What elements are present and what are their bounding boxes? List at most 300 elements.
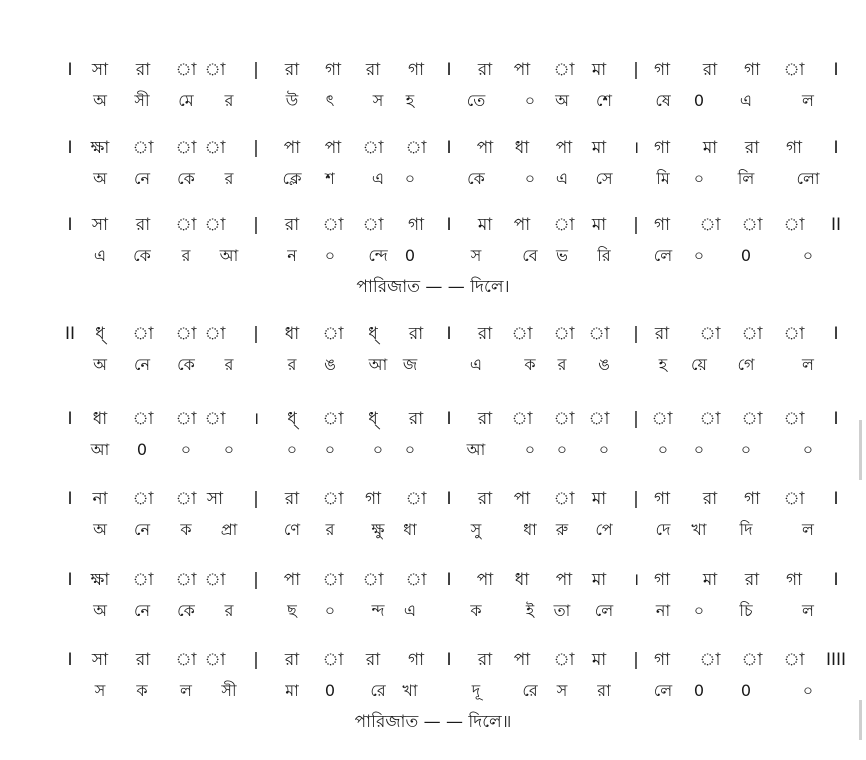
lyric-syllable: 0 (693, 681, 705, 700)
swara-row (0, 565, 866, 595)
refrain-line: পারিজাত — — দিলে॥ (354, 712, 512, 732)
lyric-syllable: 0 (404, 246, 416, 265)
swara-note: গা (653, 215, 671, 235)
swara-note: া (322, 650, 344, 670)
swara-note: সা (91, 650, 109, 670)
bar-line: | (633, 324, 639, 344)
lyric-syllable: ন্দে (368, 246, 388, 265)
bar-line: I (833, 324, 839, 344)
swara-note: া (699, 215, 721, 235)
lyric-row (0, 515, 866, 545)
lyric-syllable: ল (802, 520, 814, 539)
lyric-syllable: দি (739, 520, 753, 539)
swara-note: া (553, 489, 575, 509)
swara-row (0, 55, 866, 85)
bar-line: I (67, 60, 73, 80)
swara-note: পা (476, 138, 494, 158)
bar-line: I (67, 138, 73, 158)
lyric-syllable: ধা (403, 520, 417, 539)
swara-note: া (175, 570, 197, 590)
lyric-syllable: ০ (324, 601, 336, 620)
lyric-syllable: আ (466, 440, 486, 459)
lyric-syllable: ০ (657, 440, 669, 459)
lyric-syllable: লে (653, 681, 673, 700)
swara-note: রা (702, 60, 718, 80)
swara-note: া (362, 215, 384, 235)
lyric-syllable: কে (467, 169, 485, 188)
bar-line: I (67, 409, 73, 429)
lyric-syllable: র (224, 169, 234, 188)
bar-line: । (632, 138, 640, 158)
lyric-syllable: মি (656, 169, 670, 188)
swara-note: া (322, 409, 344, 429)
swara-note: া (322, 489, 344, 509)
swara-row (0, 484, 866, 514)
bar-line: I (833, 409, 839, 429)
lyric-syllable: ৎ (325, 91, 335, 110)
lyric-syllable: এ (739, 91, 753, 110)
swara-note: া (132, 324, 154, 344)
lyric-syllable: ক্লে (282, 169, 302, 188)
swara-note: া (204, 138, 226, 158)
swara-note: পা (283, 138, 301, 158)
bar-line: | (633, 489, 639, 509)
lyric-syllable: লো (796, 169, 820, 188)
lyric-syllable: বে (522, 246, 538, 265)
lyric-syllable: ০ (223, 440, 235, 459)
bar-line: | (633, 60, 639, 80)
bar-line: | (253, 570, 259, 590)
swara-note: গা (653, 489, 671, 509)
lyric-syllable: ণে (283, 520, 301, 539)
swara-note: মা (591, 138, 607, 158)
bar-line: II (64, 324, 76, 344)
lyric-syllable: কে (177, 355, 195, 374)
lyric-syllable: অ (93, 355, 107, 374)
lyric-syllable: ০ (598, 440, 610, 459)
swara-note: রা (408, 409, 424, 429)
swara-note: া (783, 409, 805, 429)
swara-note: ক্ষা (90, 570, 110, 590)
swara-note: া (511, 324, 533, 344)
lyric-syllable: ০ (740, 440, 752, 459)
bar-line: | (633, 650, 639, 670)
lyric-syllable: খা (691, 520, 707, 539)
lyric-syllable: তা (553, 601, 571, 620)
lyric-syllable: লি (737, 169, 755, 188)
lyric-syllable: ক্ষু (371, 520, 385, 539)
bar-line: I (446, 650, 452, 670)
bar-line: | (253, 324, 259, 344)
lyric-syllable: র (181, 246, 191, 265)
swara-note: মা (591, 215, 607, 235)
swara-note: মা (591, 570, 607, 590)
lyric-syllable: এ (403, 601, 417, 620)
lyric-syllable: র (325, 520, 335, 539)
lyric-syllable: ০ (802, 681, 814, 700)
lyric-syllable: সী (134, 91, 150, 110)
lyric-row (0, 350, 866, 380)
swara-note: া (322, 570, 344, 590)
swara-note: পা (513, 60, 531, 80)
swara-note: া (553, 324, 575, 344)
swara-note: া (175, 60, 197, 80)
lyric-syllable: শে (596, 91, 612, 110)
swara-note: রা (284, 215, 300, 235)
lyric-syllable: র (557, 355, 567, 374)
lyric-syllable: লে (653, 246, 673, 265)
swara-note: া (588, 409, 610, 429)
lyric-syllable: কে (133, 246, 151, 265)
lyric-syllable: কে (177, 169, 195, 188)
swara-note: ক্ষা (90, 138, 110, 158)
lyric-syllable: ঙ (324, 355, 336, 374)
lyric-syllable: ক (180, 520, 192, 539)
swara-note: রা (477, 60, 493, 80)
lyric-syllable: গে (737, 355, 755, 374)
lyric-syllable: হ (658, 355, 668, 374)
lyric-syllable: 0 (136, 440, 148, 459)
lyric-syllable: উ (285, 91, 299, 110)
swara-row (0, 319, 866, 349)
swara-note: গা (653, 570, 671, 590)
swara-note: া (322, 215, 344, 235)
swara-note: া (699, 650, 721, 670)
lyric-syllable: এ (371, 169, 385, 188)
swara-note: রা (744, 138, 760, 158)
swara-note: গা (785, 570, 803, 590)
page-edge-mark (859, 700, 862, 740)
bar-line: I (833, 138, 839, 158)
swara-note: ধ্ (95, 324, 105, 344)
swara-note: া (175, 324, 197, 344)
swara-note: া (204, 570, 226, 590)
swara-note: া (132, 409, 154, 429)
swara-note: রা (744, 570, 760, 590)
lyric-syllable: ক (524, 355, 536, 374)
swara-note: রা (135, 215, 151, 235)
lyric-syllable: র (224, 355, 234, 374)
swara-note: ধা (284, 324, 300, 344)
swara-note: া (588, 324, 610, 344)
lyric-syllable: ০ (524, 440, 536, 459)
lyric-syllable: ষে (655, 91, 671, 110)
lyric-syllable: 0 (740, 681, 752, 700)
lyric-syllable: স (556, 681, 568, 700)
lyric-syllable: স (94, 681, 106, 700)
lyric-syllable: ছ (287, 601, 297, 620)
swara-note: া (553, 60, 575, 80)
bar-line: | (633, 409, 639, 429)
lyric-row (0, 241, 866, 271)
lyric-syllable: দে (655, 520, 671, 539)
swara-note: া (362, 138, 384, 158)
lyric-syllable: ০ (802, 246, 814, 265)
swara-note: ধা (514, 138, 530, 158)
lyric-syllable: 0 (324, 681, 336, 700)
lyric-syllable: সে (595, 169, 613, 188)
bar-line: I (67, 489, 73, 509)
lyric-syllable: অ (93, 601, 107, 620)
bar-line: | (253, 60, 259, 80)
swara-note: া (741, 324, 763, 344)
bar-line: I (833, 489, 839, 509)
swara-note: া (132, 570, 154, 590)
bar-line: | (253, 650, 259, 670)
swara-note: া (175, 650, 197, 670)
lyric-syllable: পে (595, 520, 613, 539)
swara-note: া (175, 489, 197, 509)
swara-note: া (405, 570, 427, 590)
lyric-syllable: রে (522, 681, 538, 700)
swara-note: রা (135, 60, 151, 80)
swara-note: া (322, 324, 344, 344)
lyric-syllable: নে (133, 355, 151, 374)
bar-line: I (446, 570, 452, 590)
lyric-syllable: ০ (693, 246, 705, 265)
bar-line: । (252, 409, 260, 429)
swara-row (0, 210, 866, 240)
swara-note: রা (284, 650, 300, 670)
swara-note: না (92, 489, 108, 509)
lyric-syllable: ০ (693, 169, 705, 188)
lyric-syllable: ০ (693, 440, 705, 459)
bar-line: । (632, 570, 640, 590)
lyric-syllable: ন্দ (371, 601, 385, 620)
lyric-syllable: ০ (556, 440, 568, 459)
swara-note: া (741, 215, 763, 235)
lyric-syllable: র (287, 355, 297, 374)
swara-note: মা (591, 489, 607, 509)
lyric-syllable: জ (402, 355, 418, 374)
lyric-syllable: ক (136, 681, 148, 700)
swara-row (0, 133, 866, 163)
lyric-syllable: ক (470, 601, 482, 620)
lyric-syllable: রা (597, 681, 611, 700)
lyric-syllable: আ (90, 440, 110, 459)
swara-note: রা (477, 409, 493, 429)
lyric-syllable: শ (325, 169, 335, 188)
swara-note: া (175, 138, 197, 158)
swara-note: রা (654, 324, 670, 344)
refrain-line: পারিজাত — — দিলে। (356, 277, 510, 297)
swara-note: া (204, 215, 226, 235)
swara-note: া (553, 215, 575, 235)
swara-note: গা (364, 489, 382, 509)
lyric-syllable: হ (405, 91, 415, 110)
swara-note: সা (91, 215, 109, 235)
bar-line: I (446, 324, 452, 344)
swara-note: পা (513, 650, 531, 670)
swara-note: পা (513, 215, 531, 235)
bar-line: IIII (825, 650, 847, 670)
lyric-syllable: ভ (556, 246, 568, 265)
swara-note: রা (477, 324, 493, 344)
swara-note: গা (407, 215, 425, 235)
swara-note: গা (407, 60, 425, 80)
lyric-syllable: লে (594, 601, 614, 620)
swara-note: া (553, 409, 575, 429)
swara-note: া (204, 409, 226, 429)
swara-note: গা (653, 650, 671, 670)
lyric-row (0, 164, 866, 194)
lyric-syllable: আ (219, 246, 239, 265)
lyric-syllable: এ (555, 169, 569, 188)
swara-note: মা (702, 138, 718, 158)
swara-note: া (651, 409, 673, 429)
swara-note: া (204, 324, 226, 344)
swara-note: গা (743, 489, 761, 509)
swara-note: া (741, 650, 763, 670)
bar-line: | (253, 138, 259, 158)
lyric-syllable: য়ে (691, 355, 707, 374)
lyric-row (0, 435, 866, 465)
lyric-syllable: নে (133, 169, 151, 188)
lyric-syllable: খা (402, 681, 418, 700)
bar-line: I (446, 215, 452, 235)
swara-note: া (511, 409, 533, 429)
lyric-syllable: রে (370, 681, 386, 700)
lyric-syllable: ধা (523, 520, 537, 539)
lyric-syllable: এ (469, 355, 483, 374)
lyric-syllable: র (224, 601, 234, 620)
swara-note: মা (702, 570, 718, 590)
swara-note: ধ্ (287, 409, 297, 429)
lyric-syllable: 0 (740, 246, 752, 265)
swara-note: পা (476, 570, 494, 590)
swara-note: া (783, 650, 805, 670)
lyric-syllable: না (655, 601, 671, 620)
lyric-syllable: ০ (286, 440, 298, 459)
lyric-syllable: অ (555, 91, 569, 110)
lyric-syllable: এ (93, 246, 107, 265)
lyric-syllable: ০ (180, 440, 192, 459)
lyric-syllable: ০ (524, 91, 536, 110)
swara-note: া (405, 489, 427, 509)
swara-note: পা (513, 489, 531, 509)
lyric-syllable: ০ (524, 169, 536, 188)
swara-note: রা (365, 650, 381, 670)
lyric-syllable: ল (180, 681, 192, 700)
swara-note: গা (653, 60, 671, 80)
swara-note: া (783, 489, 805, 509)
lyric-syllable: ০ (324, 440, 336, 459)
swara-note: া (783, 324, 805, 344)
lyric-syllable: অ (93, 169, 107, 188)
lyric-syllable: ন (287, 246, 297, 265)
lyric-row (0, 676, 866, 706)
lyric-syllable: স (372, 91, 384, 110)
swara-note: গা (653, 138, 671, 158)
swara-note: গা (324, 60, 342, 80)
swara-note: া (132, 489, 154, 509)
lyric-syllable: ঙ (598, 355, 610, 374)
lyric-syllable: তে (466, 91, 486, 110)
lyric-syllable: নে (133, 601, 151, 620)
swara-note: া (175, 409, 197, 429)
lyric-syllable: আ (368, 355, 388, 374)
lyric-syllable: ০ (693, 601, 705, 620)
lyric-syllable: মে (178, 91, 194, 110)
swara-note: গা (743, 60, 761, 80)
swara-note: রা (477, 650, 493, 670)
swara-note: গা (785, 138, 803, 158)
swara-note: পা (324, 138, 342, 158)
bar-line: I (833, 570, 839, 590)
swara-note: া (362, 570, 384, 590)
swara-note: সা (91, 60, 109, 80)
swara-note: া (699, 409, 721, 429)
swara-note: মা (591, 650, 607, 670)
swara-note: া (132, 138, 154, 158)
bar-line: | (633, 215, 639, 235)
lyric-syllable: অ (93, 520, 107, 539)
lyric-row (0, 86, 866, 116)
swara-note: রা (702, 489, 718, 509)
lyric-syllable: কে (177, 601, 195, 620)
bar-line: I (446, 409, 452, 429)
lyric-syllable: সু (470, 520, 482, 539)
swara-note: পা (555, 570, 573, 590)
swara-note: া (405, 138, 427, 158)
swara-note: া (699, 324, 721, 344)
swara-note: মা (477, 215, 493, 235)
swara-note: া (204, 650, 226, 670)
bar-line: I (446, 138, 452, 158)
lyric-syllable: সী (221, 681, 237, 700)
swara-note: রা (365, 60, 381, 80)
bar-line: I (67, 570, 73, 590)
lyric-syllable: অ (93, 91, 107, 110)
swara-note: পা (283, 570, 301, 590)
lyric-syllable: ল (802, 355, 814, 374)
swara-note: পা (555, 138, 573, 158)
lyric-syllable: ০ (404, 169, 416, 188)
swara-note: া (783, 215, 805, 235)
lyric-syllable: ল (802, 91, 814, 110)
bar-line: I (446, 489, 452, 509)
swara-note: ধ্ (368, 324, 378, 344)
lyric-row (0, 596, 866, 626)
swara-note: ধ্ (368, 409, 378, 429)
lyric-syllable: দূ (471, 681, 481, 700)
page-edge-mark (859, 420, 862, 480)
lyric-syllable: ০ (404, 440, 416, 459)
swara-note: ধা (514, 570, 530, 590)
lyric-syllable: প্রা (220, 520, 238, 539)
lyric-syllable: 0 (693, 91, 705, 110)
lyric-syllable: ০ (324, 246, 336, 265)
lyric-syllable: চি (739, 601, 753, 620)
lyric-syllable: ০ (802, 440, 814, 459)
bar-line: I (67, 215, 73, 235)
lyric-syllable: ই (525, 601, 535, 620)
swara-row (0, 404, 866, 434)
swara-row (0, 645, 866, 675)
swara-note: রা (284, 60, 300, 80)
swara-note: া (175, 215, 197, 235)
swara-note: া (783, 60, 805, 80)
bar-line: II (830, 215, 842, 235)
swara-note: রা (477, 489, 493, 509)
bar-line: I (446, 60, 452, 80)
swara-note: ধা (92, 409, 108, 429)
lyric-syllable: মা (285, 681, 299, 700)
swara-note: া (741, 409, 763, 429)
lyric-syllable: ০ (372, 440, 384, 459)
bar-line: | (253, 489, 259, 509)
bar-line: I (67, 650, 73, 670)
